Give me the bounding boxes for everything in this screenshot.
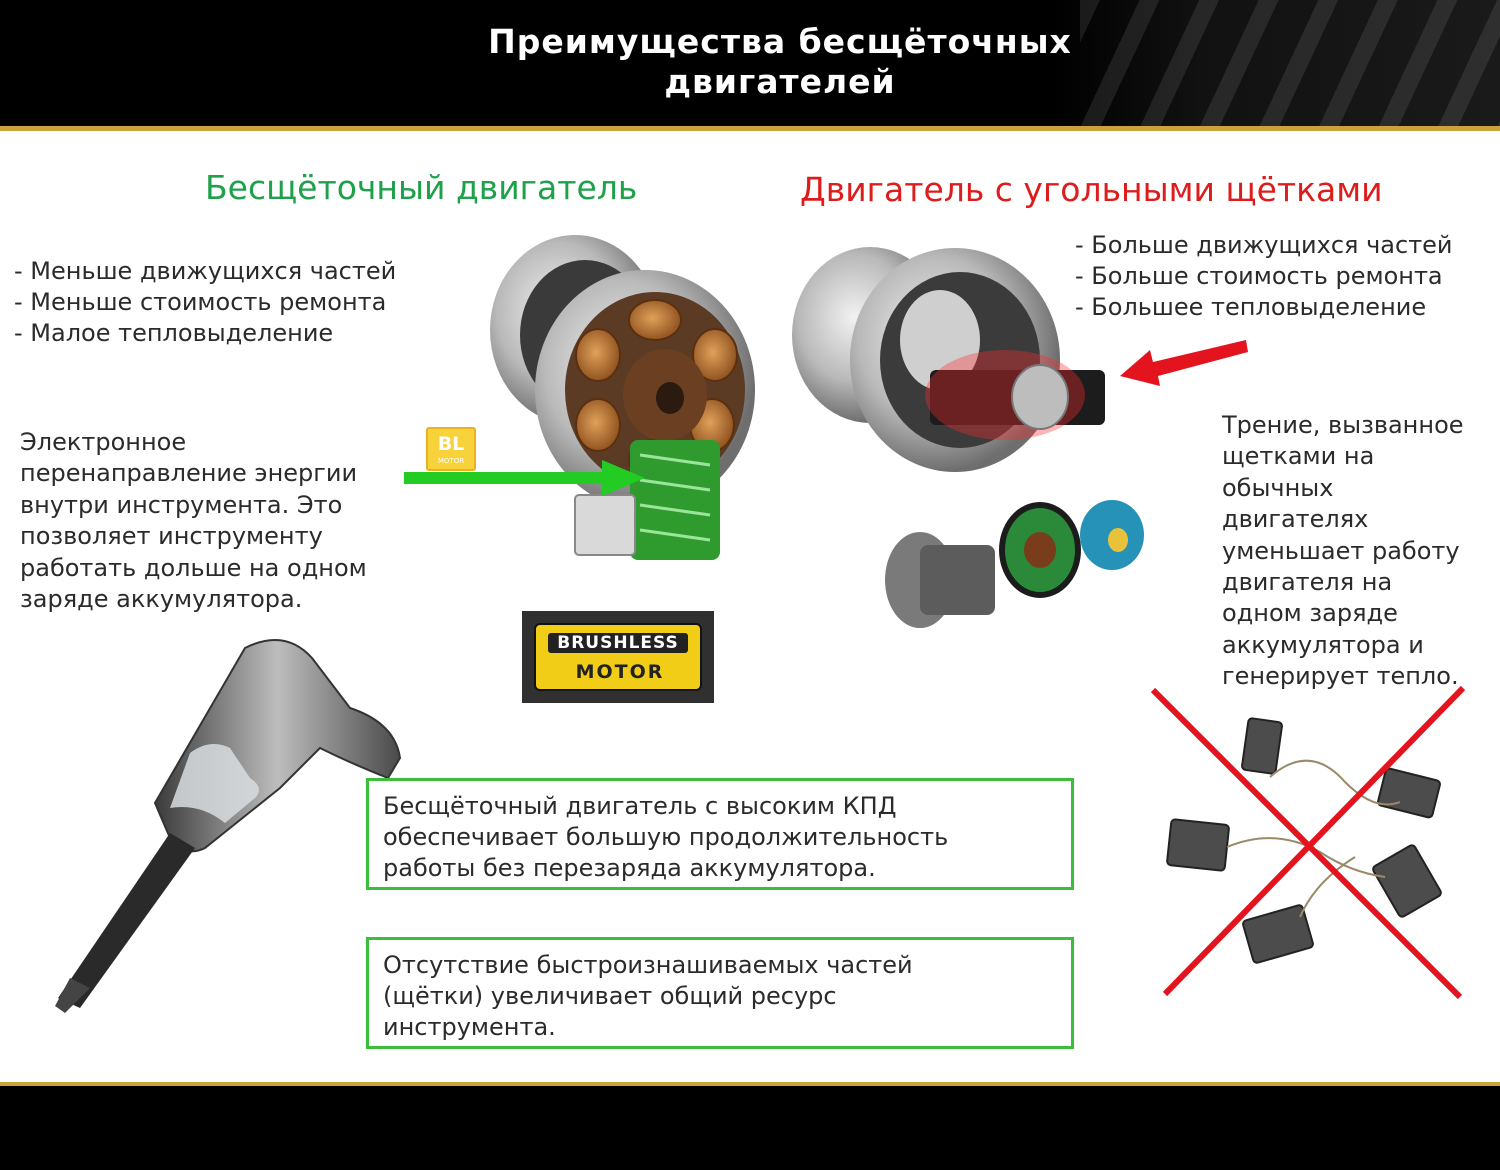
list-item: - Больше стоимость ремонта [1075,262,1443,290]
brushless-motor-image [480,230,770,580]
brushed-heading: Двигатель с угольными щётками [800,170,1383,209]
list-item: - Малое тепловыделение [14,319,334,347]
page-title-line-2: двигателей [664,62,896,101]
list-item: - Меньше движущихся частей [14,257,397,285]
carbon-brushes-crossed-image [1145,682,1475,1002]
list-item: - Больше движущихся частей [1075,231,1453,259]
footer-bar [0,1086,1500,1170]
brushless-heading: Бесщёточный двигатель [205,168,638,207]
red-arrow-icon [1118,336,1250,388]
page-title [400,22,1160,102]
header-bar [0,0,1500,126]
durability-info-box: Отсутствие быстроизнашиваемых частей (щётки) увеличивает общий ресурс инструмента. [366,937,1074,1049]
gold-divider-top [0,126,1500,131]
list-item: - Меньше стоимость ремонта [14,288,387,316]
brushless-motor-badge [522,611,714,703]
power-tool-image [50,628,410,1018]
bl-logo-subtext: MOTOR [437,457,465,465]
badge-line-2: MOTOR [575,661,665,683]
brushed-motor-image [790,245,1120,485]
list-item: - Большее тепловыделение [1075,293,1427,321]
efficiency-info-box: Бесщёточный двигатель с высоким КПД обеспечивает большую продолжительность работы без перезаряда аккумулятора. [366,778,1074,890]
motor-parts-image [880,500,1155,640]
page-title-line-1: Преимущества бесщёточных [488,22,1072,61]
bl-logo-text: BL [437,433,465,455]
brushed-disadvantages-list [1075,230,1453,323]
brushed-description: Трение, вызванное щетками на обычных двигателях уменьшает работу двигателя на одном заряде аккумулятора и генерирует тепло. [1222,411,1464,691]
brushless-description: Электронное перенаправление энергии внутри инструмента. Это позволяет инструменту работать дольше на одном заряде аккумулятора. [20,428,367,614]
bl-motor-logo [426,427,476,471]
brushless-advantages-list [14,256,396,349]
badge-line-1: BRUSHLESS [548,633,688,653]
